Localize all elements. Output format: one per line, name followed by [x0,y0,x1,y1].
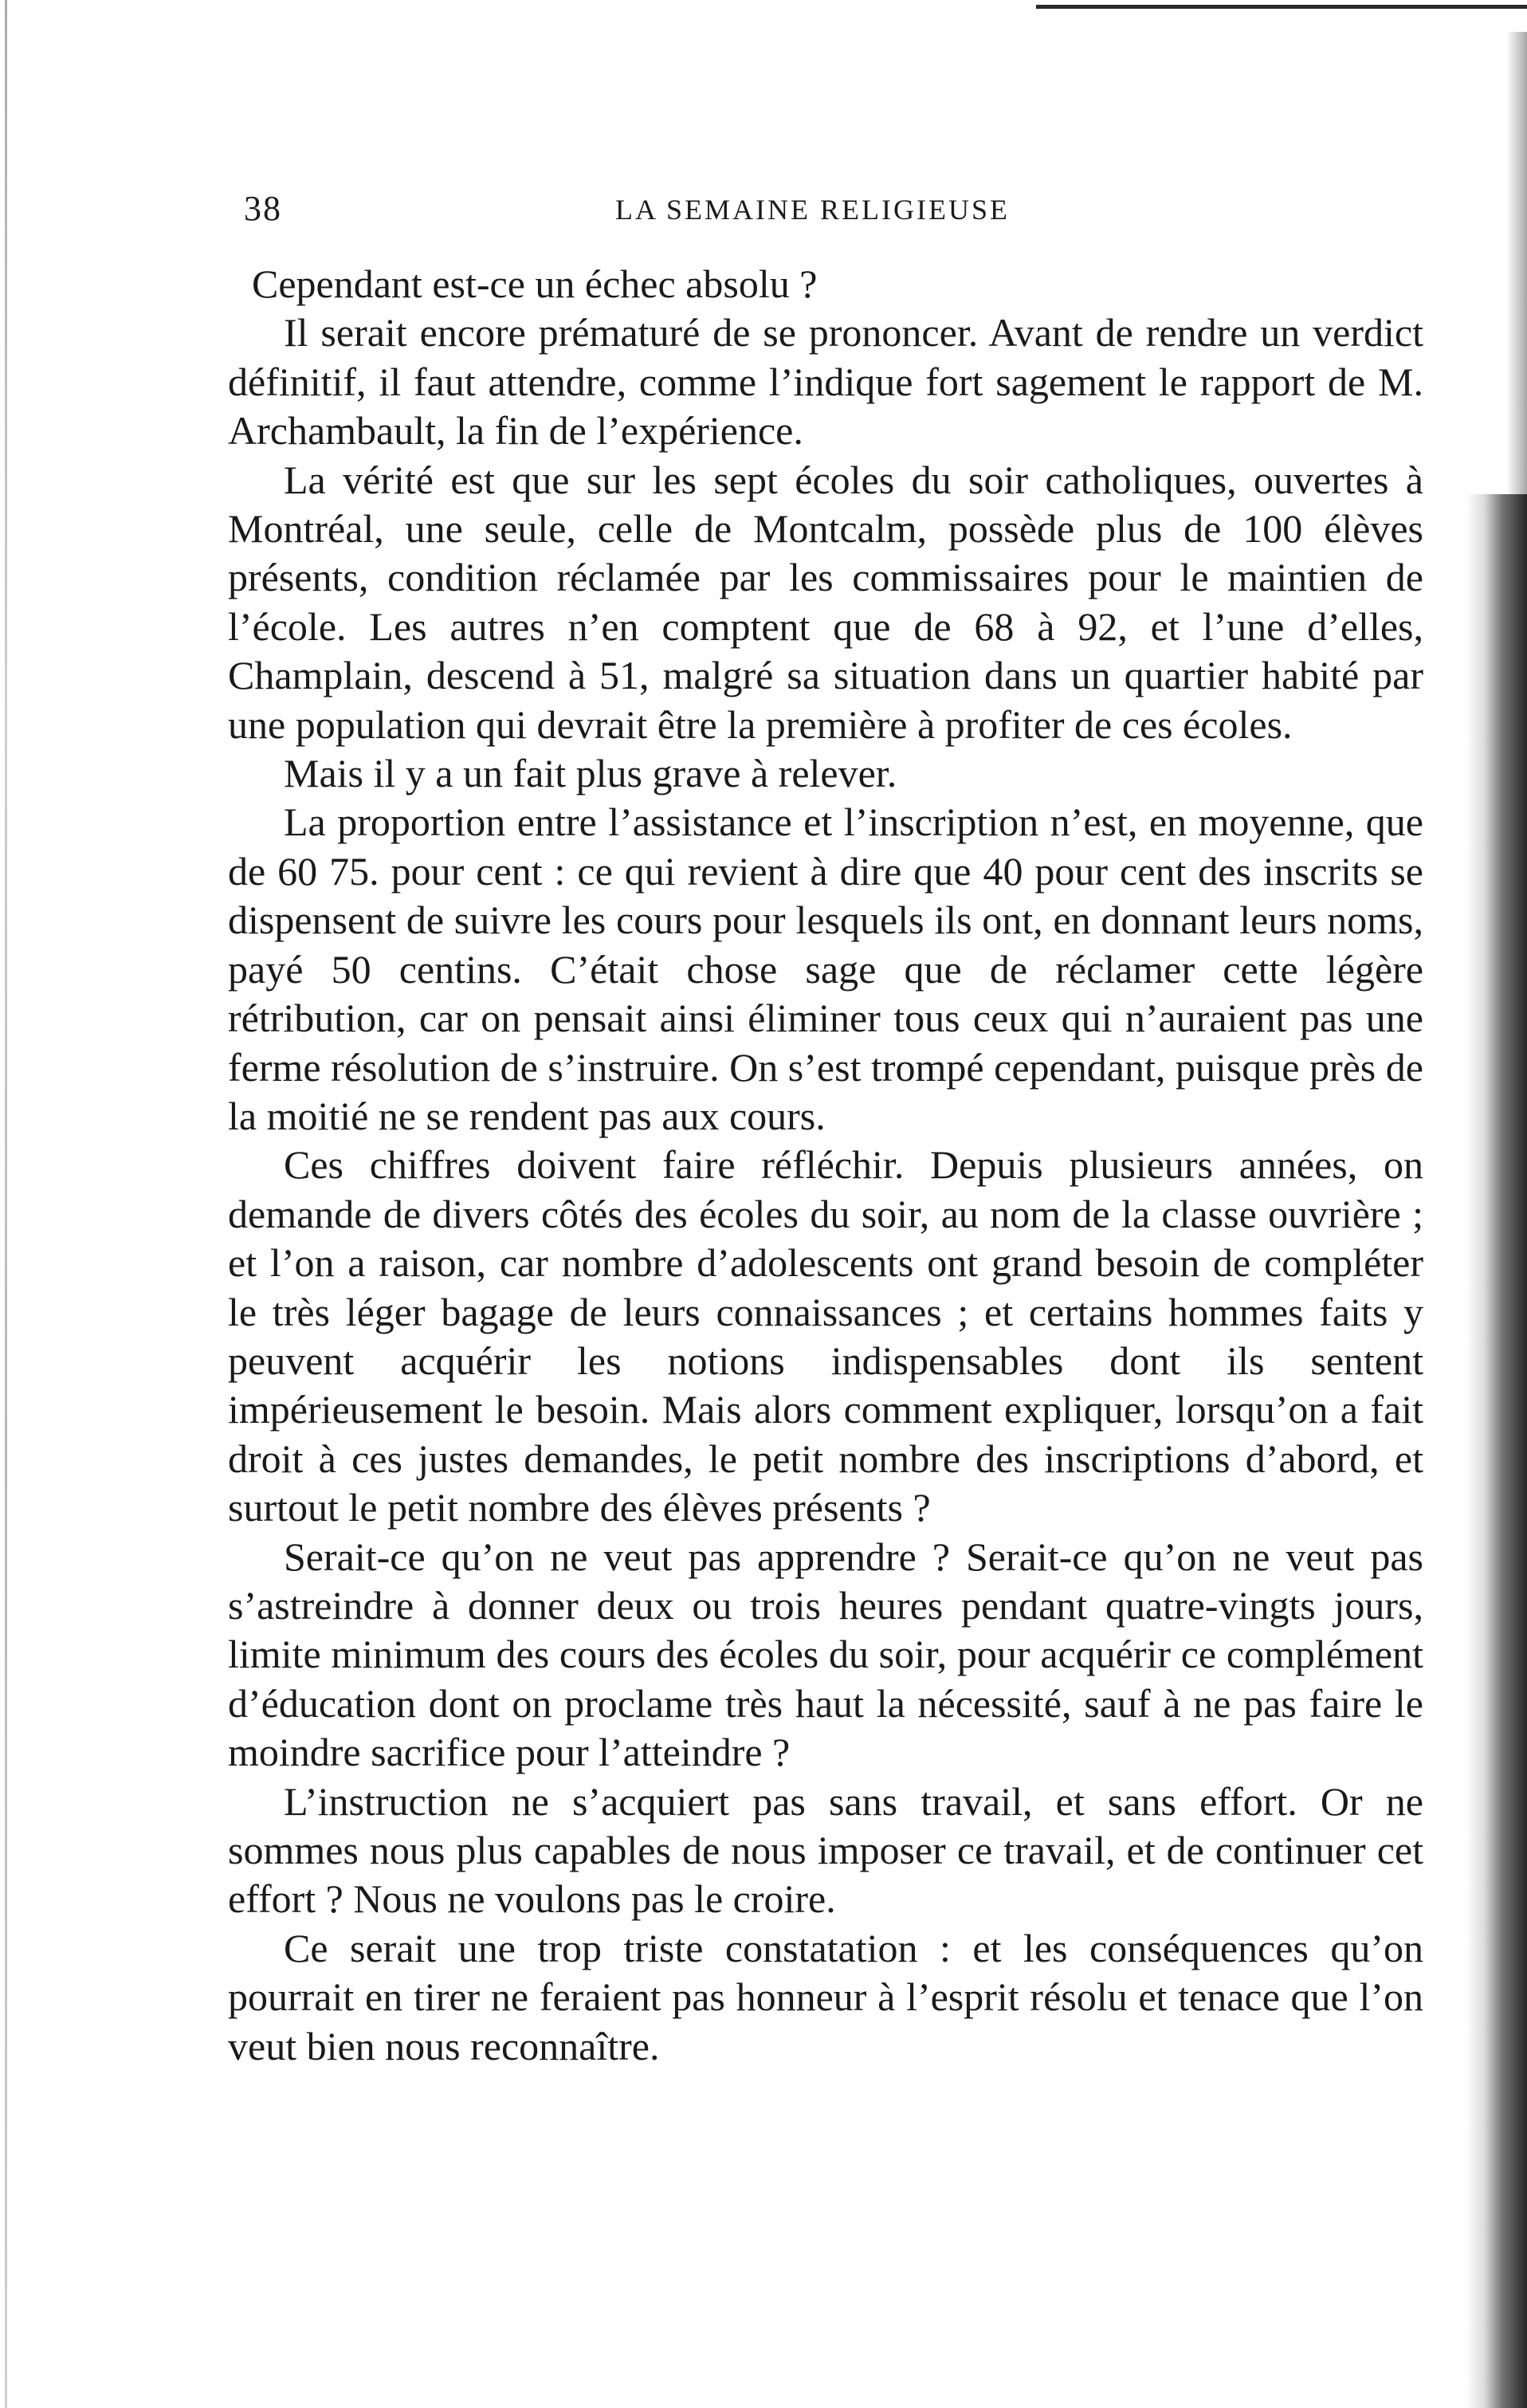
paragraph-2: Il serait encore prématuré de se prononcer. Avant de rendre un verdict définitif, il faut attendre, comme l’indique fort sagement le rapport de M. Archambault, la fin de l’expérience. [228,310,1423,454]
scan-top-rule [1036,5,1527,9]
scan-left-edge [5,0,7,2408]
scan-right-shadow-upper [1506,32,1527,494]
body-text [228,260,1423,2071]
page-number: 38 [244,189,282,228]
paragraph-3: La vérité est que sur les sept écoles du soir catholiques, ouvertes à Montréal, une seule, celle de Montcalm, possède plus de 100 élèves présents, condition réclamée par les commissaires pour le maintien de l’école. Les autres n’en comptent que de 68 à 92, et l’une d’elles, Champlain, descend à 51, malgré sa situation dans un quartier habité par une population qui devrait être la première à profiter de ces écoles. [228,457,1423,747]
paragraph-4: Mais il y a un fait plus grave à relever. [284,751,897,796]
scan-right-shadow [1466,494,1527,2408]
paragraph-9: Ce serait une trop triste constatation : et les conséquences qu’on pourrait en tirer ne feraient pas honneur à l’esprit résolu et tenace que l’on veut bien nous reconnaître. [228,1925,1423,2068]
page-header [244,188,1041,236]
running-title: LA SEMAINE RELIGIEUSE [615,194,1010,226]
paragraph-1: Cependant est-ce un échec absolu ? [252,261,818,306]
paragraph-7: Serait-ce qu’on ne veut pas apprendre ? Serait-ce qu’on ne veut pas s’astreindre à donner deux ou trois heures pendant quatre-vingts jours, limite minimum des cours des écoles du soir, pour acquérir ce complément d’éducation dont on proclame très haut la nécessité, sauf à ne pas faire le moindre sacrifice pour l’atteindre ? [228,1534,1423,1775]
paragraph-6: Ces chiffres doivent faire réfléchir. Depuis plusieurs années, on demande de divers côtés des écoles du soir, au nom de la classe ouvrière ; et l’on a raison, car nombre d’adolescents ont grand besoin de compléter le très léger bagage de leurs connaissances ; et certains hommes faits y peuvent acquérir les notions indispensables dont ils sentent impérieusement le besoin. Mais alors comment expliquer, lorsqu’on a fait droit à ces justes demandes, le petit nombre des inscriptions d’abord, et surtout le petit nombre des élèves présents ? [228,1142,1423,1530]
paragraph-8: L’instruction ne s’acquiert pas sans travail, et sans effort. Or ne sommes nous plus capables de nous imposer ce travail, et de continuer cet effort ? Nous ne voulons pas le croire. [228,1778,1423,1922]
paragraph-5: La proportion entre l’assistance et l’inscription n’est, en moyenne, que de 60 75. pour cent : ce qui revient à dire que 40 pour cent des inscrits se dispensent de suivre les cours pour lesquels ils ont, en donnant leurs noms, payé 50 centins. C’était chose sage que de réclamer cette légère rétribution, car on pensait ainsi éliminer tous ceux qui n’auraient pas une ferme résolution de s’instruire. On s’est trompé cependant, puisque près de la moitié ne se rendent pas aux cours. [228,799,1423,1138]
